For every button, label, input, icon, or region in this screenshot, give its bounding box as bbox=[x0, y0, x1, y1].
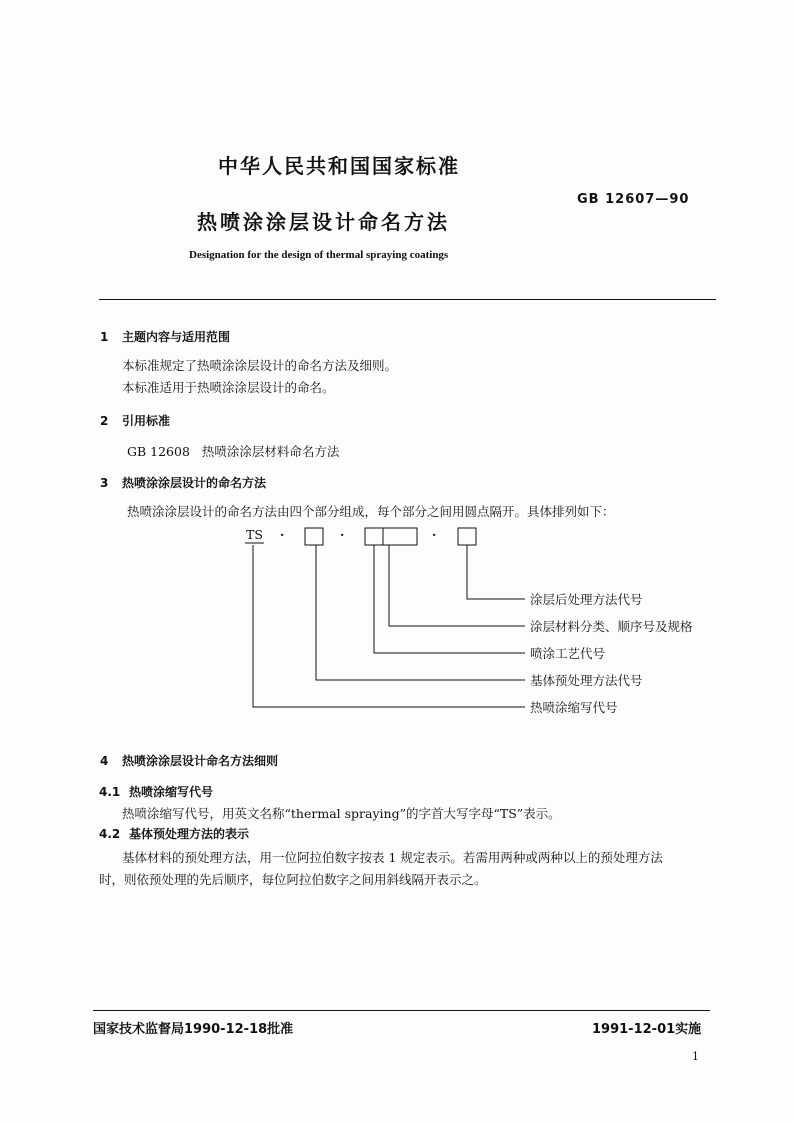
box-post-treatment bbox=[458, 528, 476, 545]
paragraph-continuation: 时，则依预处理的先后顺序，每位阿拉伯数字之间用斜线隔开表示之。 bbox=[99, 872, 487, 887]
page-title-english: Designation for the design of thermal spraying coatings bbox=[189, 249, 449, 261]
page-number: 1 bbox=[692, 1050, 699, 1063]
standard-name: 中华人民共和国国家标准 bbox=[218, 154, 460, 178]
footer-rule bbox=[93, 1010, 710, 1011]
section-title: 热喷涂涂层设计的命名方法 bbox=[122, 476, 267, 490]
box-pretreatment bbox=[305, 528, 323, 545]
section-number: 2 bbox=[100, 414, 109, 428]
paragraph: 本标准规定了热喷涂涂层设计的命名方法及细则。 bbox=[122, 358, 398, 373]
diagram-prefix: TS bbox=[246, 527, 263, 542]
leader-line bbox=[316, 545, 525, 680]
standard-code: GB 12607—90 bbox=[577, 192, 690, 207]
section-4-1-heading bbox=[99, 783, 213, 800]
section-title: 基体预处理方法的表示 bbox=[129, 827, 250, 841]
diagram-separator: · bbox=[340, 527, 345, 542]
implementation-date: 1991-12-01实施 bbox=[592, 1022, 702, 1037]
section-number: 4.1 bbox=[99, 785, 121, 799]
paragraph: 热喷涂涂层设计的命名方法由四个部分组成，每个部分之间用圆点隔开。具体排列如下： bbox=[127, 504, 615, 519]
diagram-label-pretreatment: 基体预处理方法代号 bbox=[530, 673, 643, 688]
leader-line bbox=[467, 545, 525, 599]
diagram-separator: · bbox=[432, 527, 437, 542]
section-4-2-heading bbox=[99, 825, 249, 842]
diagram-label-ts: 热喷涂缩写代号 bbox=[530, 700, 618, 715]
box-material-1 bbox=[365, 528, 383, 545]
diagram-label-process: 喷涂工艺代号 bbox=[530, 646, 606, 661]
section-title: 主题内容与适用范围 bbox=[122, 330, 231, 344]
leader-line bbox=[389, 545, 525, 626]
section-title: 引用标准 bbox=[122, 414, 171, 428]
diagram-separator: · bbox=[280, 527, 285, 542]
referenced-standard: GB 12608 热喷涂涂层材料命名方法 bbox=[127, 444, 340, 459]
box-material-2 bbox=[383, 528, 417, 545]
diagram-label-post-treatment: 涂层后处理方法代号 bbox=[530, 592, 643, 607]
section-4-heading bbox=[100, 752, 278, 769]
section-number: 4.2 bbox=[99, 827, 121, 841]
section-title: 热喷涂涂层设计命名方法细则 bbox=[122, 754, 279, 768]
paragraph: 热喷涂缩写代号，用英文名称“thermal spraying”的字首大写字母“TS”表示。 bbox=[122, 806, 561, 821]
section-number: 3 bbox=[100, 476, 109, 490]
section-number: 1 bbox=[100, 330, 109, 344]
paragraph: 基体材料的预处理方法，用一位阿拉伯数字按表 1 规定表示。若需用两种或两种以上的预处理方法 bbox=[122, 850, 663, 865]
page-title: 热喷涂涂层设计命名方法 bbox=[197, 210, 450, 234]
section-title: 热喷涂缩写代号 bbox=[129, 785, 214, 799]
section-number: 4 bbox=[100, 754, 109, 768]
paragraph: 本标准适用于热喷涂涂层设计的命名。 bbox=[122, 380, 335, 395]
diagram-label-material: 涂层材料分类、顺序号及规格 bbox=[530, 619, 693, 634]
approval-line: 国家技术监督局1990-12-18批准 bbox=[93, 1022, 294, 1037]
